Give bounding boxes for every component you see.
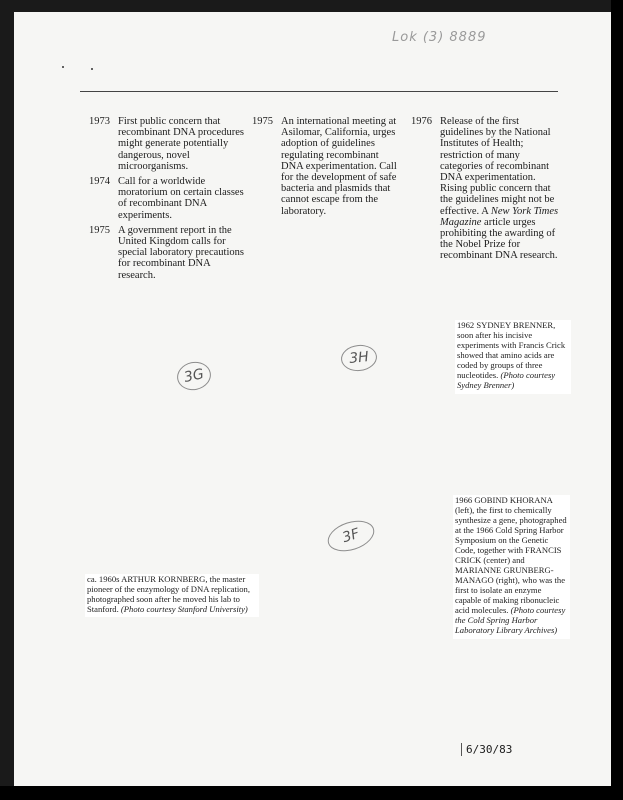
caption-credit: (Photo courtesy the Cold Spring Harbor Laboratory Library Archives) [455,605,566,635]
timeline-entry [89,225,244,281]
scan-border-bottom [0,786,623,800]
entry-text: A government report in the United Kingdom calls for special laboratory precautions for recombinant DNA research. [118,224,244,281]
caption-text: 1966 GOBIND KHORANA (left), the first to chemically synthesize a gene, photographed at the 1966 Cold Spring Harbor Symposium on the Genetic Code, together with FRANCIS CRICK (center) and MARIANNE GRUNBERG-MANAGO (right), who was the first to isolate an enzyme capable of making ribonucleic acid molecules. [455,495,567,615]
entry-year: 1974 [89,176,110,188]
handwritten-circle-label: 3F [324,515,378,556]
caption-kornberg [85,574,259,617]
magazine-title: New York Times Magazine [440,205,559,228]
entry-text-part: Release of the first guidelines by the National Institutes of Health; restriction of many categories of recombinant DNA experimentation. Rising public concern that the guidelines might not be effective. A [440,116,555,217]
speck [62,66,64,68]
caption-khorana [453,495,570,639]
header-rule [80,91,558,92]
entry-text [440,116,561,262]
timeline-entry [89,176,244,221]
caption-credit: (Photo courtesy Stanford University) [120,604,248,614]
entry-year: 1975 [89,224,110,236]
handwritten-archive-mark: Lok (3) 8889 [392,30,487,45]
handwritten-circle-label: 3H [340,343,379,373]
entry-text: First public concern that recombinant DNA procedures might generate potentially dangerous, novel microorganisms. [118,116,244,172]
caption-credit: (Photo courtesy Sydney Brenner) [457,370,556,390]
entry-text: Call for a worldwide moratorium on certain classes of recombinant DNA experiments. [118,176,244,221]
scan-border-right [611,0,623,800]
entry-text-part: article urges prohibiting the awarding of the Nobel Prize for recombinant DNA research. [440,216,558,262]
timeline-column-1 [89,116,244,285]
entry-text: An international meeting at Asilomar, California, urges adoption of guidelines regulating recombinant DNA experimentation. Call for the development of safe bacteria and plasmids that cannot escape from the laboratory. [281,116,397,217]
caption-text: ca. 1960s ARTHUR KORNBERG, the master pioneer of the enzymology of DNA replication, photographed soon after he moved his lab to Stanford. [87,574,250,614]
entry-year: 1973 [89,116,110,127]
handwritten-circle-label: 3G [174,359,213,393]
timeline-entry [252,116,402,217]
date-stamp: 6/30/83 [461,743,512,756]
timeline-column-3 [411,116,561,266]
entry-year: 1975 [252,116,273,127]
caption-text: 1962 SYDNEY BRENNER, soon after his incisive experiments with Francis Crick showed that amino acids are coded by groups of three nucleotides. [457,320,566,380]
caption-brenner-box [455,320,571,394]
timeline-column-2 [252,116,402,221]
speck [91,68,93,70]
entry-year: 1976 [411,116,432,127]
timeline-entry [89,116,244,172]
timeline-entry [411,116,561,262]
